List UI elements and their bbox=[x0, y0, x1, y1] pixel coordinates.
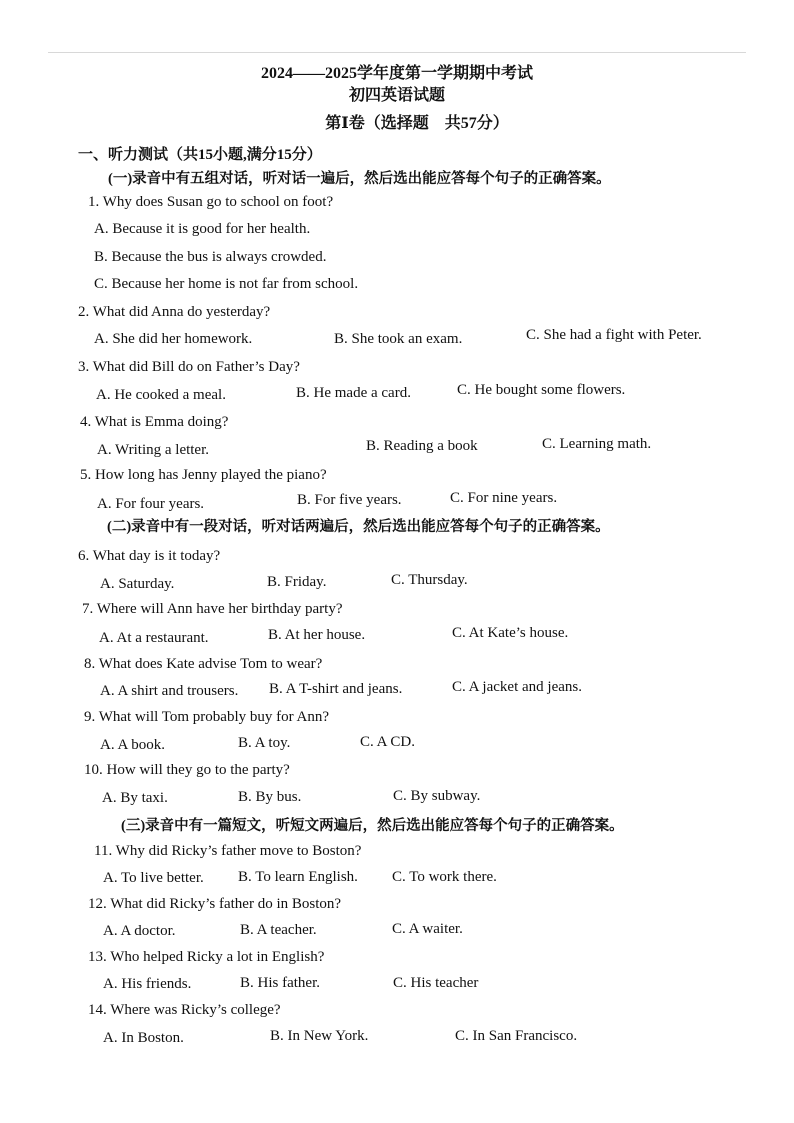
question-5: 5. How long has Jenny played the piano? bbox=[80, 467, 327, 483]
question-14: 14. Where was Ricky’s college? bbox=[88, 1002, 281, 1018]
q7-option-c: C. At Kate’s house. bbox=[452, 625, 569, 641]
question-10: 10. How will they go to the party? bbox=[84, 762, 290, 778]
q1-option-a: A. Because it is good for her health. bbox=[94, 221, 311, 237]
q14-option-a: A. In Boston. bbox=[103, 1030, 184, 1046]
q9-option-a: A. A book. bbox=[100, 737, 166, 753]
q13-option-b: B. His father. bbox=[240, 975, 320, 991]
q8-option-a: A. A shirt and trousers. bbox=[100, 683, 239, 699]
q9-option-c: C. A CD. bbox=[360, 734, 416, 750]
part3-instruction: (三)录音中有一篇短文，听短文两遍后，然后选出能应答每个句子的正确答案。 bbox=[121, 818, 624, 834]
q3-option-a: A. He cooked a meal. bbox=[96, 387, 226, 403]
q3-option-c: C. He bought some flowers. bbox=[457, 382, 626, 398]
part1-instruction: (一)录音中有五组对话，听对话一遍后，然后选出能应答每个句子的正确答案。 bbox=[108, 171, 611, 187]
question-8: 8. What does Kate advise Tom to wear? bbox=[84, 656, 323, 672]
q7-option-b: B. At her house. bbox=[268, 627, 366, 643]
q4-option-c: C. Learning math. bbox=[542, 436, 652, 452]
q1-option-c: C. Because her home is not far from school. bbox=[94, 276, 359, 292]
question-12: 12. What did Ricky’s father do in Boston? bbox=[88, 896, 342, 912]
q10-option-b: B. By bus. bbox=[238, 789, 302, 805]
q1-option-b: B. Because the bus is always crowded. bbox=[94, 249, 327, 265]
volume-title: 第Ⅰ卷（选择题 共57分） bbox=[325, 115, 509, 132]
q13-option-a: A. His friends. bbox=[103, 976, 192, 992]
q12-option-a: A. A doctor. bbox=[103, 923, 176, 939]
question-11: 11. Why did Ricky’s father move to Boston? bbox=[94, 843, 362, 859]
question-3: 3. What did Bill do on Father’s Day? bbox=[78, 359, 300, 375]
q11-option-c: C. To work there. bbox=[392, 869, 497, 885]
q6-option-c: C. Thursday. bbox=[391, 572, 468, 588]
exam-title: 2024——2025学年度第一学期期中考试 bbox=[260, 65, 533, 82]
q5-option-a: A. For four years. bbox=[97, 496, 205, 512]
q14-option-c: C. In San Francisco. bbox=[455, 1028, 578, 1044]
q14-option-b: B. In New York. bbox=[270, 1028, 369, 1044]
q12-option-b: B. A teacher. bbox=[240, 922, 317, 938]
question-6: 6. What day is it today? bbox=[78, 548, 221, 564]
q5-option-c: C. For nine years. bbox=[450, 490, 558, 506]
q5-option-b: B. For five years. bbox=[297, 492, 402, 508]
q2-option-b: B. She took an exam. bbox=[334, 331, 463, 347]
q4-option-b: B. Reading a book bbox=[366, 438, 478, 454]
question-9: 9. What will Tom probably buy for Ann? bbox=[84, 709, 330, 725]
q6-option-a: A. Saturday. bbox=[100, 576, 175, 592]
q12-option-c: C. A waiter. bbox=[392, 921, 463, 937]
top-divider bbox=[48, 52, 746, 53]
question-7: 7. Where will Ann have her birthday party? bbox=[82, 601, 343, 617]
q4-option-a: A. Writing a letter. bbox=[97, 442, 210, 458]
q6-option-b: B. Friday. bbox=[267, 574, 327, 590]
q7-option-a: A. At a restaurant. bbox=[99, 630, 209, 646]
q2-option-a: A. She did her homework. bbox=[94, 331, 253, 347]
q13-option-c: C. His teacher bbox=[393, 975, 479, 991]
question-1: 1. Why does Susan go to school on foot? bbox=[88, 194, 334, 210]
q3-option-b: B. He made a card. bbox=[296, 385, 411, 401]
question-13: 13. Who helped Ricky a lot in English? bbox=[88, 949, 325, 965]
q2-option-c: C. She had a fight with Peter. bbox=[526, 327, 702, 343]
question-4: 4. What is Emma doing? bbox=[80, 414, 229, 430]
section-heading-listening: 一、听力测试（共15小题,满分15分） bbox=[78, 147, 322, 163]
exam-subtitle: 初四英语试题 bbox=[348, 87, 445, 104]
q10-option-c: C. By subway. bbox=[393, 788, 481, 804]
q10-option-a: A. By taxi. bbox=[102, 790, 168, 806]
q9-option-b: B. A toy. bbox=[238, 735, 291, 751]
question-2: 2. What did Anna do yesterday? bbox=[78, 304, 271, 320]
q8-option-c: C. A jacket and jeans. bbox=[452, 679, 582, 695]
q8-option-b: B. A T-shirt and jeans. bbox=[269, 681, 403, 697]
q11-option-a: A. To live better. bbox=[103, 870, 204, 886]
q11-option-b: B. To learn English. bbox=[238, 869, 358, 885]
part2-instruction: (二)录音中有一段对话，听对话两遍后，然后选出能应答每个句子的正确答案。 bbox=[107, 519, 610, 535]
